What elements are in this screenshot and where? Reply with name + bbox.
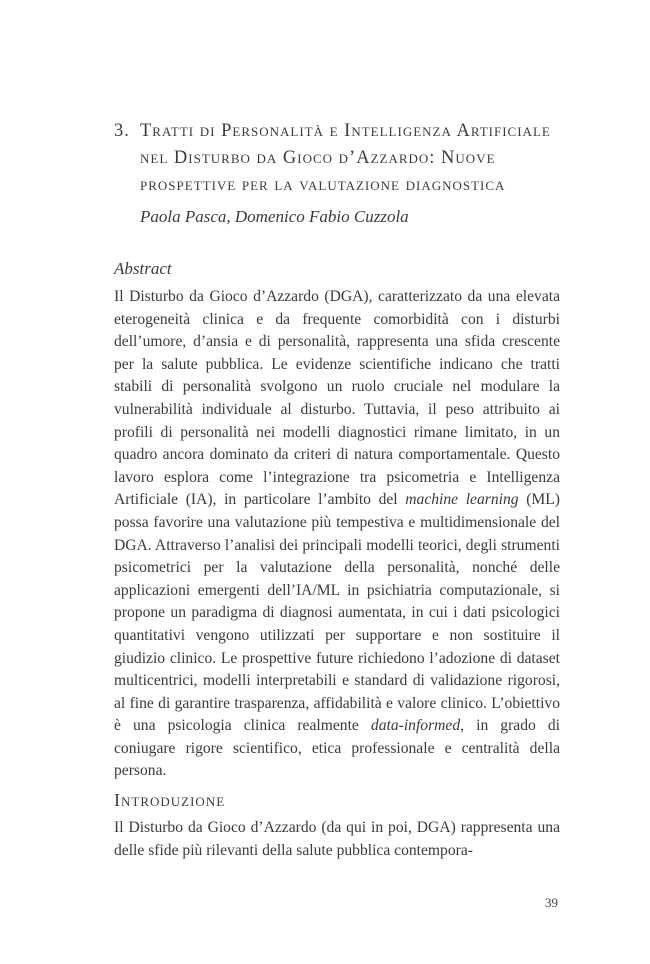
chapter-authors: Paola Pasca, Domenico Fabio Cuzzola [140,207,409,226]
chapter-title-line-2: nel Disturbo da Gioco d’Azzardo: Nuove [140,148,496,168]
abstract-text-1: Il Disturbo da Gioco d’Azzardo (DGA), caratterizzato da una elevata eterogeneità clinica e da frequente comorbidità con i disturbi dell’umore, d’ansia e di personalità, rappresenta una sfida crescente per la salute pubblica. Le evidenze scientifiche indicano che tratti stabili di personalità svolgono un ruolo cruciale nel modulare la vulnerabilità individuale al disturbo. Tuttavia, il peso attribuito ai profili di personalità nei modelli diagnostici rimane limitato, in un quadro ancora dominato da criteri di natura comportamentale. Questo lavoro esplora come l’integrazione tra psicometria e Intelligenza Artificiale (IA), in particolare l’ambito del [114,288,560,509]
abstract-emphasis-1: machine learning [405,491,519,509]
introduction-section [114,787,560,862]
chapter-number: 3. [114,121,130,141]
chapter-heading [114,118,564,230]
abstract-emphasis-2: data-informed [370,717,461,735]
chapter-title-line-3: prospettive per la valutazione diagnostica [140,175,506,195]
introduction-paragraph: Il Disturbo da Gioco d’Azzardo (da qui in poi, DGA) rappresenta una delle sfide più rilevanti della salute pubblica contempora- [114,819,560,859]
page-number: 39 [545,895,558,910]
abstract-text-2: (ML) possa favorire una valutazione più tempestiva e multidimensionale del DGA. Attraverso l’analisi dei principali modelli teorici, degli strumenti psicometrici per la valutazione della personalità, nonché delle applicazioni emergenti dell’IA/ML in psichiatria computazionale, si propone un paradigma di diagnosi aumentata, in cui i dati psicologici quantitativi vengono utilizzati per supportare e non sostituire il giudizio clinico. Le prospettive future richiedono l’adozione di dataset multicentrici, modelli interpretabili e standard di validazione rigorosi, al fine di garantire trasparenza, affidabilità e valore clinico. L’obiettivo è una psicologia clinica realmente [114,491,560,735]
chapter-title-line-1 [114,118,564,145]
chapter-title-text-1: Tratti di Personalità e Intelligenza Artificiale [140,121,551,141]
abstract-section [114,256,560,783]
introduction-heading: Introduzione [114,790,226,810]
abstract-heading: Abstract [114,259,172,278]
abstract-paragraph [114,286,560,783]
abstract-text-3: , in grado di coniugare rigore scientifico, etica professionale e centralità della persona. [114,717,561,780]
